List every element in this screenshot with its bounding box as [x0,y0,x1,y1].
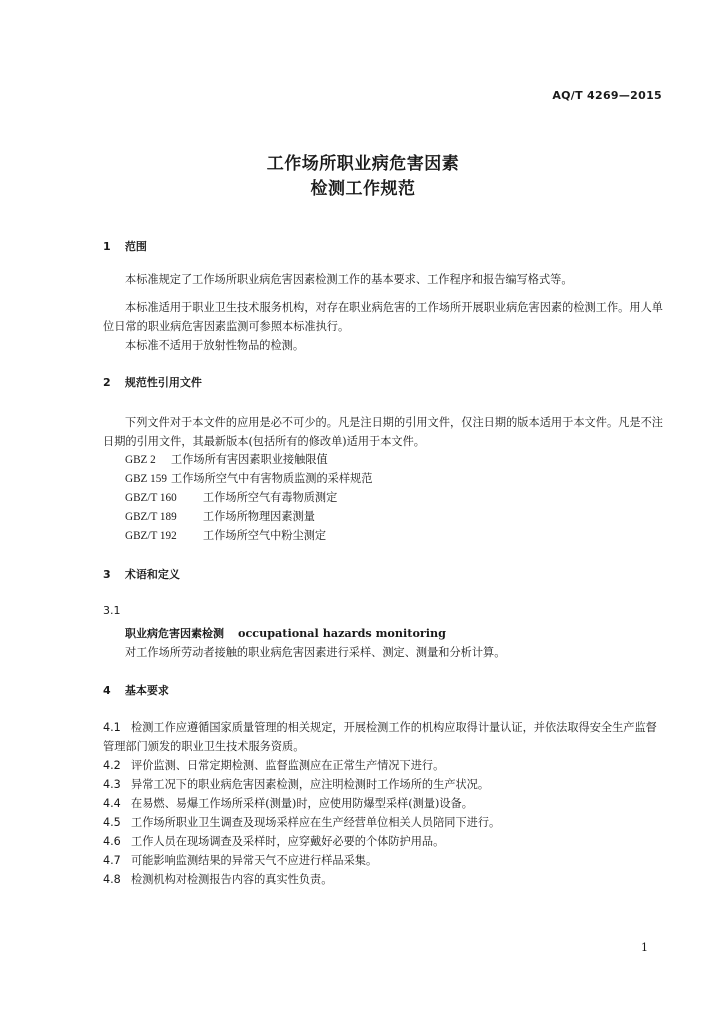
section-number: 4 [103,684,111,697]
clause-number: 3.1 [103,604,121,617]
section-number: 3 [103,568,111,581]
term-chinese: 职业病危害因素检测 [125,627,224,640]
reference-item [125,508,315,524]
section-number: 2 [103,376,111,389]
requirement-number: 4.3 [103,778,121,791]
requirement-number: 4.1 [103,721,121,734]
requirement-number: 4.8 [103,873,121,886]
section-number: 1 [103,240,111,253]
requirement-number: 4.2 [103,759,121,772]
term-entry [125,625,446,641]
section-title: 规范性引用文件 [124,376,202,389]
requirement-number: 4.6 [103,835,121,848]
section-1-para-3: 本标准不适用于放射性物品的检测。 [125,339,305,352]
page-number: 1 [641,941,648,954]
section-2-intro: 下列文件对于本文件的应用是必不可少的。凡是注日期的引用文件，仅注日期的版本适用于本文件。凡是不注日期的引用文件，其最新版本(包括所有的修改单)适用于本文件。 [103,416,663,448]
section-2-heading [103,374,202,390]
requirement-item [103,756,663,775]
section-1-heading [103,238,147,254]
term-english: occupational hazards monitoring [238,626,447,640]
requirement-text: 异常工况下的职业病危害因素检测，应注明检测时工作场所的生产状况。 [131,778,490,791]
section-3-heading [103,566,180,582]
requirement-number: 4.5 [103,816,121,829]
requirement-item [103,813,663,832]
requirement-item [103,851,663,870]
reference-title: 工作场所空气中有害物质监测的采样规范 [171,472,373,485]
reference-item [125,489,337,505]
section-1-para-2: 本标准适用于职业卫生技术服务机构，对存在职业病危害的工作场所开展职业病危害因素的检测工作。用人单位日常的职业病危害因素监测可参照本标准执行。 [103,301,663,333]
requirement-text: 工作人员在现场调查及采样时，应穿戴好必要的个体防护用品。 [131,835,445,848]
reference-item [125,451,328,467]
document-title-line1: 工作场所职业病危害因素 [266,154,460,174]
term-definition: 对工作场所劳动者接触的职业病危害因素进行采样、测定、测量和分析计算。 [125,646,506,659]
reference-code: GBZ 2 [125,454,156,466]
requirement-item [103,832,663,851]
reference-item [125,470,372,486]
section-title: 范围 [124,240,147,253]
standard-code: AQ/T 4269—2015 [552,89,662,102]
requirement-item [103,870,663,889]
requirement-text: 检测机构对检测报告内容的真实性负责。 [131,873,333,886]
reference-title: 工作场所空气中粉尘测定 [203,529,327,542]
requirement-item [103,718,663,756]
reference-title: 工作场所物理因素测量 [203,510,315,523]
section-title: 术语和定义 [124,568,180,581]
section-4-heading [103,682,169,698]
reference-code: GBZ/T 189 [125,511,177,523]
reference-title: 工作场所有害因素职业接触限值 [171,453,328,466]
requirement-item [103,775,663,794]
reference-code: GBZ/T 192 [125,530,177,542]
requirement-number: 4.4 [103,797,121,810]
reference-item [125,527,326,543]
section-title: 基本要求 [124,684,169,697]
requirement-item [103,794,663,813]
reference-title: 工作场所空气有毒物质测定 [203,491,338,504]
section-1-para-1: 本标准规定了工作场所职业病危害因素检测工作的基本要求、工作程序和报告编写格式等。 [125,273,573,286]
requirement-text: 在易燃、易爆工作场所采样(测量)时，应使用防爆型采样(测量)设备。 [131,797,473,810]
requirement-text: 评价监测、日常定期检测、监督监测应在正常生产情况下进行。 [131,759,445,772]
requirement-number: 4.7 [103,854,121,867]
requirement-text: 工作场所职业卫生调查及现场采样应在生产经营单位相关人员陪同下进行。 [131,816,501,829]
reference-code: GBZ/T 160 [125,492,177,504]
requirement-text: 检测工作应遵循国家质量管理的相关规定，开展检测工作的机构应取得计量认证，并依法取得安全生产监督管理部门颁发的职业卫生技术服务资质。 [103,721,657,753]
requirement-text: 可能影响监测结果的异常天气不应进行样品采集。 [131,854,378,867]
reference-code: GBZ 159 [125,473,167,485]
document-title-line2: 检测工作规范 [310,179,416,199]
